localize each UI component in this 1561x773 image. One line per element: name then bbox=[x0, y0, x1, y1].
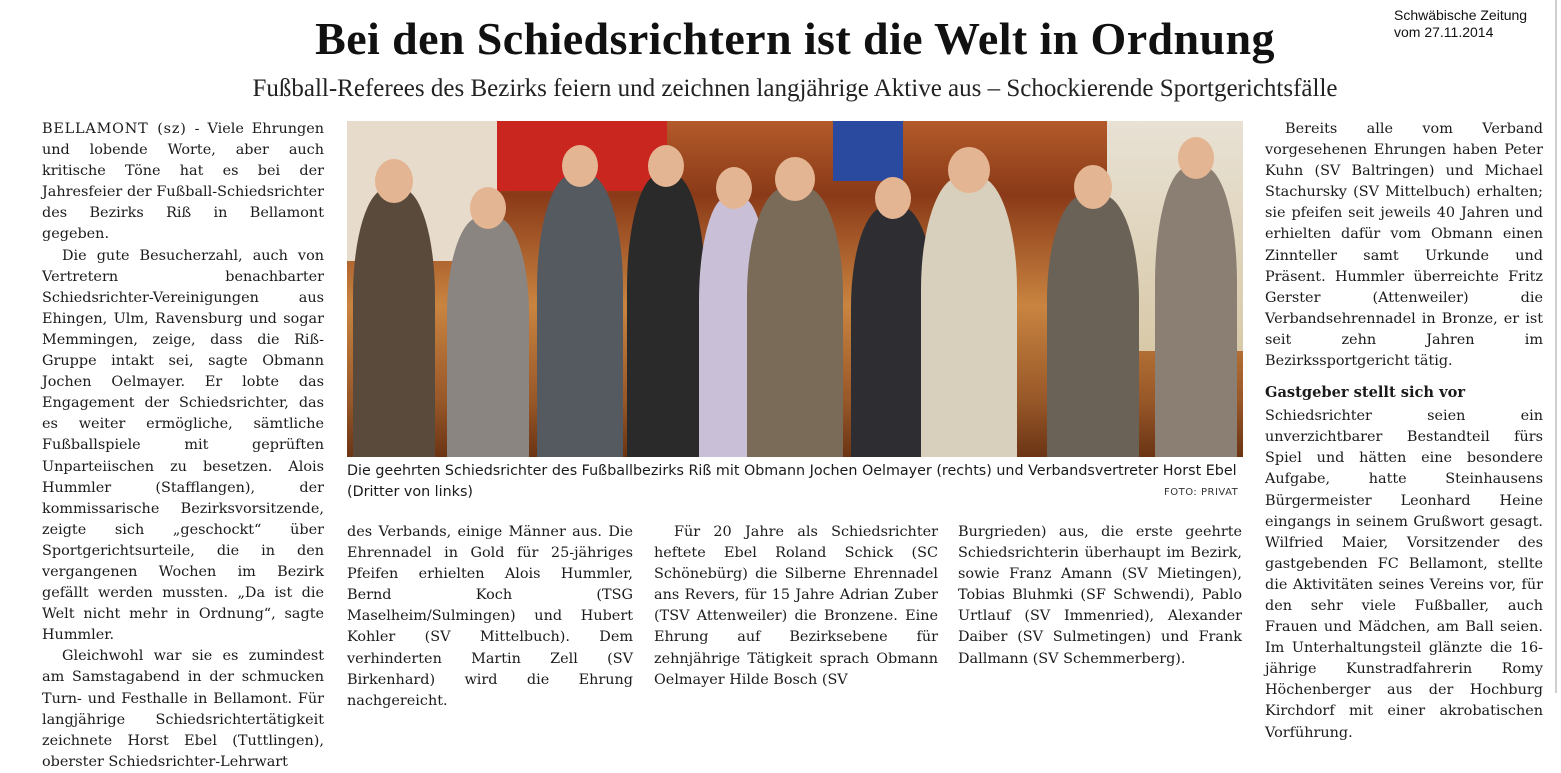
dateline: BELLAMONT (sz) bbox=[42, 121, 187, 137]
article-subheadline: Fußball-Referees des Bezirks feiern und zeichnen langjährige Aktive aus – Schockierende Sportgerichtsfälle bbox=[252, 75, 1338, 102]
article-paragraph: Gleichwohl war sie es zumindest am Samstagabend in der schmucken Turn- und Festhalle in Bellamont. Für langjährige Schiedsrichtertätigkeit zeichnete Horst Ebel (Tuttlingen), oberster Schiedsrichter-Lehrwart bbox=[42, 648, 324, 770]
group-photo bbox=[347, 121, 1243, 457]
article-paragraph: Schiedsrichter seien ein unverzichtbarer Bestandteil fürs Spiel und hätten eine besondere Aufgabe, hatte Steinhausens Bürgermeister Leonhard Heine eingangs in seinem Grußwort gesagt. Wilfried Maier, Vorsitzender des gastgebenden FC Bellamont, stellte die Aktivitäten seines Vereins vor, für den sehr viele Fußballer, auch Frauen und Mädchen, am Ball seien. Im Unterhaltungsteil glänzte die 16-jährige Kunstradfahrerin Romy Höchenberger aus der Hochburg Kirchdorf mit einer akrobatischen Vorführung. bbox=[1265, 408, 1543, 741]
lead-text: - Viele Ehrungen und lobende Worte, aber auch kritische Töne hat es bei der Jahresfeier der Fußball-Schiedsrichter des Bezirks Riß in Bellamont gegeben. bbox=[42, 121, 324, 243]
article-paragraph: Burgrieden) aus, die erste geehrte Schiedsrichterin überhaupt im Bezirk, sowie Franz Amann (SV Mietingen), Tobias Bluhmki (SF Schwendi), Pablo Urtlauf (SV Immenried), Alexander Daiber (SV Sulmetingen) und Frank Dallmann (SV Schemmerberg). bbox=[958, 524, 1242, 667]
article-paragraph: des Verbands, einige Männer aus. Die Ehrennadel in Gold für 25-jähriges Pfeifen erhielten Alois Hummler, Bernd Koch (TSG Maselheim/Sulmingen) und Hubert Kohler (SV Mittelbuch). Dem verhinderten Martin Zell (SV Birkenhard) wird die Ehrung nachgereicht. bbox=[347, 524, 633, 709]
article-column-4 bbox=[958, 522, 1242, 670]
article-paragraph bbox=[42, 119, 324, 246]
article-column-2 bbox=[347, 522, 633, 712]
article-column-3 bbox=[654, 522, 938, 691]
photo-credit: FOTO: PRIVAT bbox=[1164, 487, 1239, 498]
article-headline: Bei den Schiedsrichtern ist die Welt in Ordnung bbox=[315, 13, 1275, 64]
article-paragraph: Bereits alle vom Verband vorgesehenen Ehrungen haben Peter Kuhn (SV Baltringen) und Michael Stachursky (SV Mittelbuch) erhalten; sie pfeifen seit jeweils 40 Jahren und erhielten dafür vom Obmann einen Zinnteller samt Urkunde und Präsent. Hummler überreichte Fritz Gerster (Attenweiler) die Verbandsehrennadel in Bronze, er ist seit zehn Jahren im Bezirkssportgericht tätig. bbox=[1265, 121, 1543, 370]
article-paragraph: Für 20 Jahre als Schiedsrichter heftete Ebel Roland Schick (SC Schönebürg) die Silberne Ehrennadel ans Revers, für 15 Jahre Adrian Zuber (TSV Attenweiler) die Bronzene. Eine Ehrung auf Bezirksebene für zehnjährige Tätigkeit sprach Obmann Oelmayer Hilde Bosch (SV bbox=[654, 524, 938, 688]
photo-caption: Die geehrten Schiedsrichter des Fußballbezirks Riß mit Obmann Jochen Oelmayer (rechts) und Verbandsvertreter Horst Ebel (Dritter von links) bbox=[347, 463, 1237, 500]
article-paragraph: Die gute Besucherzahl, auch von Vertretern benachbarter Schiedsrichter-Vereinigungen aus Ehingen, Ulm, Ravensburg und sogar Memmingen, zeige, dass die Riß-Gruppe intakt sei, sagte Obmann Jochen Oelmayer. Er lobte das Engagement der Schiedsrichter, das es weiter ermögliche, sämtliche Fußballspiele mit geprüften Unparteiischen zu besetzen. Alois Hummler (Stafflangen), der kommissarische Bezirksvorsitzende, zeigte sich „geschockt“ über Sportgerichtsurteile, die in den vergangenen Wochen im Bezirk gefällt werden mussten. „Da ist die Welt nicht mehr in Ordnung“, sagte Hummler. bbox=[42, 247, 324, 644]
article-column-5 bbox=[1265, 119, 1543, 744]
source-date: vom 27.11.2014 bbox=[1394, 24, 1494, 40]
source-name: Schwäbische Zeitung bbox=[1394, 7, 1528, 23]
section-subhead: Gastgeber stellt sich vor bbox=[1265, 384, 1466, 402]
article-column-1 bbox=[42, 119, 324, 773]
